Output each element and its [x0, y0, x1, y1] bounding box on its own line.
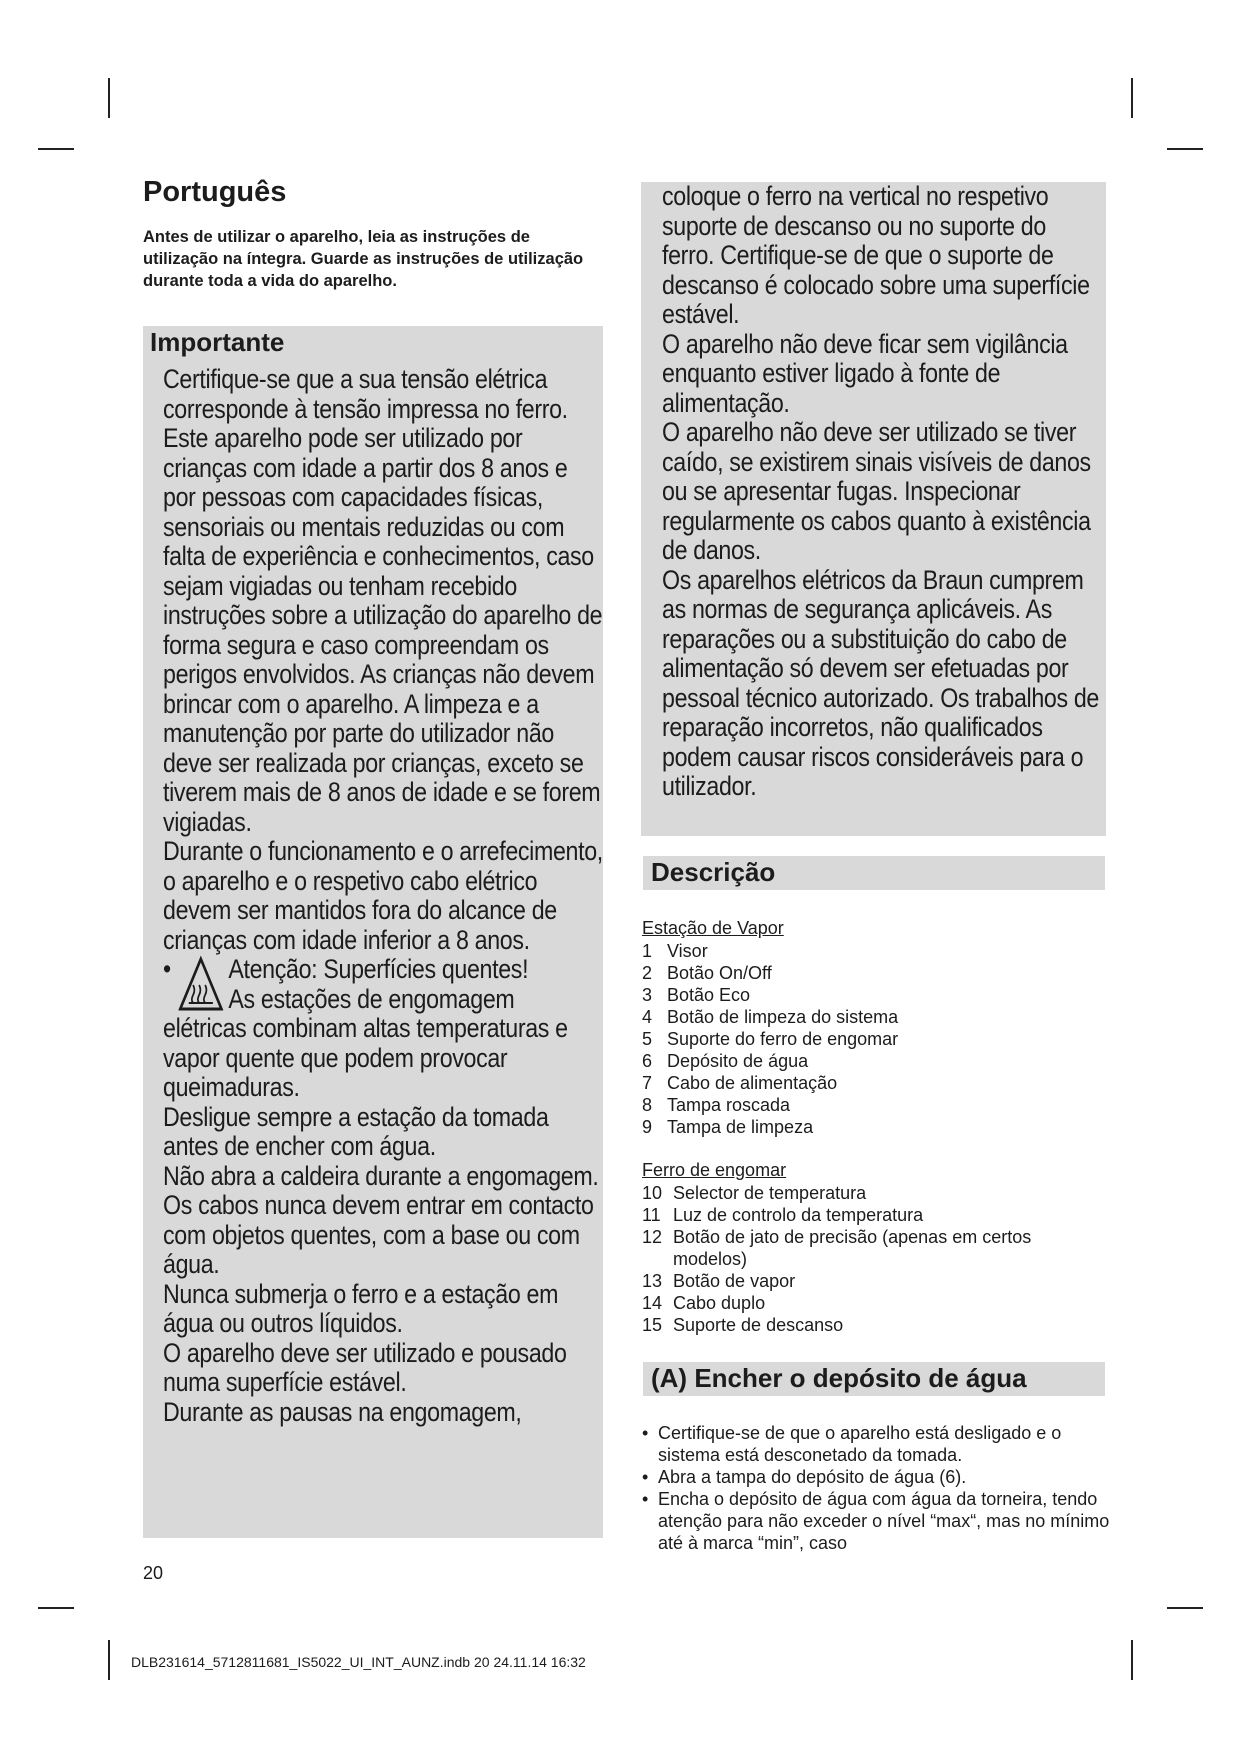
- safety-item: O aparelho não deve ser utilizado se tiver caído, se existirem sinais visíveis de danos ou se apresentar fugas. Inspecionar regularmente os cabos quanto à existência de danos.: [662, 417, 1091, 565]
- importante-title: Importante: [150, 327, 285, 357]
- list-item: 9 Tampa de limpeza: [642, 1117, 814, 1137]
- list-item: 1 Visor: [642, 941, 708, 961]
- crop-mark: [108, 1640, 110, 1680]
- list-item: 14 Cabo duplo: [642, 1293, 766, 1313]
- station-heading: Estação de Vapor: [642, 918, 784, 938]
- print-footer: DLB231614_5712811681_IS5022_UI_INT_AUNZ.indb 20 24.11.14 16:32: [131, 1654, 586, 1670]
- safety-item: Desligue sempre a estação da tomada antes de encher com água.: [163, 1101, 549, 1161]
- page-number: 20: [143, 1563, 164, 1583]
- list-item: 6 Depósito de água: [642, 1051, 809, 1071]
- iron-parts-list: [642, 1182, 1102, 1336]
- list-item: 11 Luz de controlo da temperatura: [642, 1205, 924, 1225]
- importante-text-continued: [662, 182, 1101, 802]
- list-item: • Encha o depósito de água com água da torneira, tendo atenção para não exceder o nível “max“, mas no mínimo até à marca “min”, caso: [642, 1489, 1110, 1553]
- warning-line: As estações de engomagem: [228, 983, 515, 1014]
- hot-surface-warning-icon: [178, 955, 223, 1013]
- safety-item: O aparelho não deve ficar sem vigilância enquanto estiver ligado à fonte de alimentação.: [662, 328, 1068, 418]
- safety-item: Os cabos nunca devem entrar em contacto com objetos quentes, com a base ou com água.: [163, 1190, 594, 1279]
- warning-text: elétricas combinam altas temperaturas e vapor quente que podem provocar queimaduras.: [163, 1013, 568, 1102]
- safety-item: Durante as pausas na engomagem,: [163, 1396, 522, 1427]
- list-item: 7 Cabo de alimentação: [642, 1073, 838, 1093]
- list-item: 8 Tampa roscada: [642, 1095, 791, 1115]
- crop-mark: [1131, 78, 1133, 118]
- list-item: 3 Botão Eco: [642, 985, 751, 1005]
- crop-mark: [1131, 1640, 1133, 1680]
- safety-item: Durante o funcionamento e o arrefecimento, o aparelho e o respetivo cabo elétrico devem ser mantidos fora do alcance de crianças com idade inferior a 8 anos.: [163, 836, 603, 955]
- list-item: • Certifique-se de que o aparelho está desligado e o sistema está desconetado da tomada.: [642, 1423, 1062, 1465]
- crop-mark: [1167, 1607, 1203, 1609]
- safety-item: Não abra a caldeira durante a engomagem.: [163, 1160, 599, 1191]
- list-item: 15 Suporte de descanso: [642, 1315, 844, 1335]
- hot-surface-warning: [163, 955, 603, 1014]
- warning-line: Atenção: Superfícies quentes!: [228, 954, 529, 984]
- list-item: 13 Botão de vapor: [642, 1271, 796, 1291]
- list-item: 12 Botão de jato de precisão (apenas em certos modelos): [642, 1227, 1032, 1269]
- encher-title: (A) Encher o depósito de água: [651, 1363, 1027, 1393]
- page-title: Português: [143, 176, 287, 208]
- safety-item: coloque o ferro na vertical no respetivo suporte de descanso ou no suporte do ferro. Certifique-se de que o suporte de descanso é colocado sobre uma superfície estável.: [662, 181, 1090, 329]
- list-item: 4 Botão de limpeza do sistema: [642, 1007, 899, 1027]
- crop-mark: [38, 148, 74, 150]
- safety-item: Os aparelhos elétricos da Braun cumprem as normas de segurança aplicáveis. As reparações ou a substituição do cabo de alimentação só devem ser efetuadas por pessoal técnico autorizado. Os trabalhos de reparação incorretos, não qualificados podem causar riscos consideráveis para o utilizador.: [662, 564, 1099, 801]
- station-parts-list: [642, 940, 898, 1138]
- intro-text: Antes de utilizar o aparelho, leia as instruções de utilização na íntegra. Guarde as instruções de utilização durante toda a vida do aparelho.: [143, 228, 584, 290]
- crop-mark: [38, 1607, 74, 1609]
- list-item: 10 Selector de temperatura: [642, 1183, 867, 1203]
- crop-mark: [108, 78, 110, 118]
- crop-mark: [1167, 148, 1203, 150]
- list-item: 5 Suporte do ferro de engomar: [642, 1029, 899, 1049]
- safety-item: Nunca submerja o ferro e a estação em água ou outros líquidos.: [163, 1278, 559, 1338]
- iron-heading: Ferro de engomar: [642, 1160, 787, 1180]
- safety-item: O aparelho deve ser utilizado e pousado numa superfície estável.: [163, 1337, 567, 1397]
- importante-text: [163, 365, 603, 1427]
- list-item: • Abra a tampa do depósito de água (6).: [642, 1467, 967, 1487]
- encher-list: [642, 1422, 1112, 1554]
- bullet-icon: •: [163, 954, 171, 984]
- safety-item: Certifique-se que a sua tensão elétrica corresponde à tensão impressa no ferro.: [163, 364, 568, 424]
- descricao-title: Descrição: [651, 857, 776, 887]
- safety-item: Este aparelho pode ser utilizado por crianças com idade a partir dos 8 anos e por pessoas com capacidades físicas, sensoriais ou mentais reduzidas ou com falta de experiência e conhecimentos, caso sejam vigiadas ou tenham recebido instruções sobre a utilização do aparelho de forma segura e caso compreendam os perigos envolvidos. As crianças não devem brincar com o aparelho. A limpeza e a manutenção por parte do utilizador não deve ser realizada por crianças, exceto se tiverem mais de 8 anos de idade e se forem vigiadas.: [163, 423, 603, 837]
- list-item: 2 Botão On/Off: [642, 963, 772, 983]
